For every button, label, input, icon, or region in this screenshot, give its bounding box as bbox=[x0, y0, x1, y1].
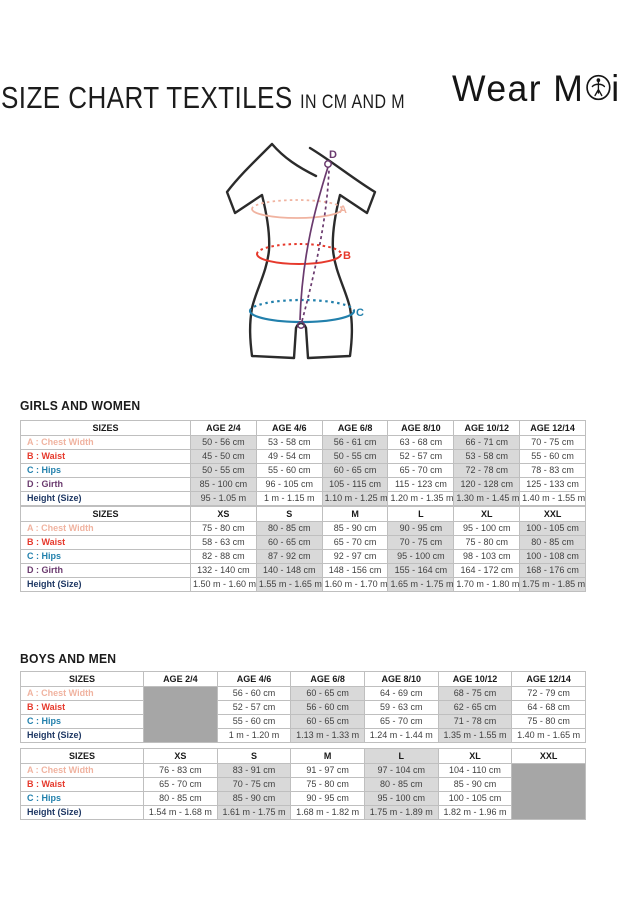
column-header: AGE 2/4 bbox=[191, 421, 257, 436]
size-cell: 95 - 100 cm bbox=[364, 792, 438, 806]
table-row bbox=[21, 687, 586, 701]
size-cell: 70 - 75 cm bbox=[520, 436, 586, 450]
row-label: C : Hips bbox=[21, 550, 191, 564]
table-row bbox=[21, 492, 586, 506]
size-cell: 95 - 100 cm bbox=[454, 522, 520, 536]
row-label: A : Chest Width bbox=[21, 764, 144, 778]
column-header: L bbox=[364, 749, 438, 764]
size-cell: 80 - 85 cm bbox=[256, 522, 322, 536]
column-header: AGE 4/6 bbox=[217, 672, 291, 687]
brand-logo-text: Wear M bbox=[452, 68, 585, 109]
table-row bbox=[21, 778, 586, 792]
size-cell: 1.24 m - 1.44 m bbox=[364, 729, 438, 743]
table-row bbox=[21, 729, 586, 743]
mannequin-body-outline bbox=[227, 144, 375, 358]
no-size-block bbox=[512, 764, 586, 820]
size-cell: 98 - 103 cm bbox=[454, 550, 520, 564]
size-cell: 85 - 90 cm bbox=[438, 778, 512, 792]
size-cell: 68 - 75 cm bbox=[438, 687, 512, 701]
table-row bbox=[21, 464, 586, 478]
sizes-corner-header: SIZES bbox=[21, 749, 144, 764]
size-cell: 60 - 65 cm bbox=[256, 536, 322, 550]
row-label: B : Waist bbox=[21, 701, 144, 715]
girls-age-size-table bbox=[20, 420, 586, 506]
table-row bbox=[21, 450, 586, 464]
size-cell: 120 - 128 cm bbox=[454, 478, 520, 492]
section-heading-boys-and-men: BOYS AND MEN bbox=[20, 652, 117, 666]
sizes-corner-header: SIZES bbox=[21, 507, 191, 522]
column-header: S bbox=[217, 749, 291, 764]
page-title: SIZE CHART TEXTILES bbox=[1, 80, 293, 115]
size-cell: 1.13 m - 1.33 m bbox=[291, 729, 365, 743]
size-cell: 72 - 79 cm bbox=[512, 687, 586, 701]
size-cell: 65 - 70 cm bbox=[388, 464, 454, 478]
size-cell: 52 - 57 cm bbox=[388, 450, 454, 464]
row-label: A : Chest Width bbox=[21, 436, 191, 450]
size-cell: 64 - 69 cm bbox=[364, 687, 438, 701]
column-header: M bbox=[291, 749, 365, 764]
size-cell: 65 - 70 cm bbox=[364, 715, 438, 729]
size-cell: 80 - 85 cm bbox=[144, 792, 218, 806]
size-cell: 90 - 95 cm bbox=[388, 522, 454, 536]
column-header: XL bbox=[454, 507, 520, 522]
size-cell: 1 m - 1.20 m bbox=[217, 729, 291, 743]
row-label: A : Chest Width bbox=[21, 687, 144, 701]
size-table bbox=[20, 671, 586, 743]
size-cell: 75 - 80 cm bbox=[454, 536, 520, 550]
size-cell: 1.68 m - 1.82 m bbox=[291, 806, 365, 820]
column-header: XS bbox=[144, 749, 218, 764]
size-cell: 90 - 95 cm bbox=[291, 792, 365, 806]
size-cell: 1.20 m - 1.35 m bbox=[388, 492, 454, 506]
row-label: Height (Size) bbox=[21, 729, 144, 743]
size-cell: 91 - 97 cm bbox=[291, 764, 365, 778]
size-cell: 1.55 m - 1.65 m bbox=[256, 578, 322, 592]
row-label: D : Girth bbox=[21, 564, 191, 578]
table-row bbox=[21, 764, 586, 778]
table-row bbox=[21, 536, 586, 550]
column-header: AGE 4/6 bbox=[256, 421, 322, 436]
size-cell: 56 - 61 cm bbox=[322, 436, 388, 450]
table-row bbox=[21, 715, 586, 729]
size-cell: 53 - 58 cm bbox=[454, 450, 520, 464]
girls-letter-size-table bbox=[20, 506, 586, 592]
column-header: AGE 12/14 bbox=[520, 421, 586, 436]
size-table bbox=[20, 748, 586, 820]
size-cell: 66 - 71 cm bbox=[454, 436, 520, 450]
size-table bbox=[20, 506, 586, 592]
size-cell: 65 - 70 cm bbox=[144, 778, 218, 792]
size-cell: 1.54 m - 1.68 m bbox=[144, 806, 218, 820]
size-table bbox=[20, 420, 586, 506]
size-cell: 168 - 176 cm bbox=[520, 564, 586, 578]
size-cell: 1.61 m - 1.75 m bbox=[217, 806, 291, 820]
girth-line-solid bbox=[300, 167, 328, 320]
section-heading-girls-and-women: GIRLS AND WOMEN bbox=[20, 399, 141, 413]
table-row bbox=[21, 806, 586, 820]
row-label: A : Chest Width bbox=[21, 522, 191, 536]
size-cell: 82 - 88 cm bbox=[191, 550, 257, 564]
sizes-corner-header: SIZES bbox=[21, 421, 191, 436]
hips-ellipse-dotted bbox=[250, 300, 354, 311]
size-cell: 100 - 105 cm bbox=[520, 522, 586, 536]
label-a: A bbox=[339, 204, 347, 216]
size-cell: 50 - 55 cm bbox=[191, 464, 257, 478]
row-label: B : Waist bbox=[21, 450, 191, 464]
no-size-block bbox=[144, 687, 218, 743]
column-header: AGE 8/10 bbox=[388, 421, 454, 436]
size-cell: 64 - 68 cm bbox=[512, 701, 586, 715]
label-d: D bbox=[329, 149, 337, 161]
brand-logo bbox=[452, 68, 621, 110]
size-cell: 155 - 164 cm bbox=[388, 564, 454, 578]
column-header: XXL bbox=[520, 507, 586, 522]
size-cell: 78 - 83 cm bbox=[520, 464, 586, 478]
size-cell: 97 - 104 cm bbox=[364, 764, 438, 778]
column-header: AGE 2/4 bbox=[144, 672, 218, 687]
row-label: D : Girth bbox=[21, 478, 191, 492]
size-cell: 65 - 70 cm bbox=[322, 536, 388, 550]
column-header: XS bbox=[191, 507, 257, 522]
dancer-icon bbox=[585, 68, 611, 110]
size-cell: 96 - 105 cm bbox=[256, 478, 322, 492]
row-label: Height (Size) bbox=[21, 578, 191, 592]
size-cell: 125 - 133 cm bbox=[520, 478, 586, 492]
size-cell: 50 - 56 cm bbox=[191, 436, 257, 450]
table-row bbox=[21, 550, 586, 564]
table-row bbox=[21, 564, 586, 578]
boys-age-size-table bbox=[20, 671, 586, 743]
size-cell: 164 - 172 cm bbox=[454, 564, 520, 578]
size-cell: 85 - 100 cm bbox=[191, 478, 257, 492]
size-cell: 95 - 1.05 m bbox=[191, 492, 257, 506]
size-cell: 75 - 80 cm bbox=[512, 715, 586, 729]
size-cell: 55 - 60 cm bbox=[217, 715, 291, 729]
page-subtitle: IN CM AND M bbox=[300, 92, 405, 113]
size-cell: 80 - 85 cm bbox=[520, 536, 586, 550]
row-label: B : Waist bbox=[21, 778, 144, 792]
row-label: C : Hips bbox=[21, 792, 144, 806]
size-cell: 83 - 91 cm bbox=[217, 764, 291, 778]
size-cell: 85 - 90 cm bbox=[322, 522, 388, 536]
row-label: B : Waist bbox=[21, 536, 191, 550]
size-cell: 56 - 60 cm bbox=[291, 701, 365, 715]
size-cell: 105 - 115 cm bbox=[322, 478, 388, 492]
size-cell: 62 - 65 cm bbox=[438, 701, 512, 715]
size-cell: 95 - 100 cm bbox=[388, 550, 454, 564]
waist-ellipse-solid bbox=[257, 254, 341, 264]
column-header: AGE 6/8 bbox=[291, 672, 365, 687]
size-cell: 49 - 54 cm bbox=[256, 450, 322, 464]
table-row bbox=[21, 436, 586, 450]
size-cell: 140 - 148 cm bbox=[256, 564, 322, 578]
size-cell: 52 - 57 cm bbox=[217, 701, 291, 715]
size-cell: 1.60 m - 1.70 m bbox=[322, 578, 388, 592]
size-cell: 71 - 78 cm bbox=[438, 715, 512, 729]
column-header: XL bbox=[438, 749, 512, 764]
size-cell: 1.70 m - 1.80 m bbox=[454, 578, 520, 592]
size-cell: 53 - 58 cm bbox=[256, 436, 322, 450]
size-cell: 58 - 63 cm bbox=[191, 536, 257, 550]
column-header: XXL bbox=[512, 749, 586, 764]
column-header: AGE 10/12 bbox=[454, 421, 520, 436]
size-cell: 80 - 85 cm bbox=[364, 778, 438, 792]
column-header: AGE 6/8 bbox=[322, 421, 388, 436]
size-cell: 63 - 68 cm bbox=[388, 436, 454, 450]
size-cell: 85 - 90 cm bbox=[217, 792, 291, 806]
table-row bbox=[21, 792, 586, 806]
size-cell: 148 - 156 cm bbox=[322, 564, 388, 578]
column-header: AGE 10/12 bbox=[438, 672, 512, 687]
size-cell: 1.10 m - 1.25 m bbox=[322, 492, 388, 506]
size-cell: 70 - 75 cm bbox=[388, 536, 454, 550]
size-cell: 72 - 78 cm bbox=[454, 464, 520, 478]
row-label: C : Hips bbox=[21, 715, 144, 729]
size-cell: 60 - 65 cm bbox=[291, 687, 365, 701]
row-label: Height (Size) bbox=[21, 492, 191, 506]
boys-letter-size-table bbox=[20, 748, 586, 820]
brand-logo-text-end: i bbox=[611, 68, 621, 109]
size-cell: 55 - 60 cm bbox=[520, 450, 586, 464]
size-cell: 1.40 m - 1.55 m bbox=[520, 492, 586, 506]
column-header: M bbox=[322, 507, 388, 522]
size-cell: 59 - 63 cm bbox=[364, 701, 438, 715]
size-cell: 60 - 65 cm bbox=[291, 715, 365, 729]
size-cell: 50 - 55 cm bbox=[322, 450, 388, 464]
size-cell: 100 - 105 cm bbox=[438, 792, 512, 806]
column-header: AGE 12/14 bbox=[512, 672, 586, 687]
size-cell: 75 - 80 cm bbox=[291, 778, 365, 792]
size-cell: 115 - 123 cm bbox=[388, 478, 454, 492]
table-row bbox=[21, 478, 586, 492]
size-cell: 1.35 m - 1.55 m bbox=[438, 729, 512, 743]
table-row bbox=[21, 701, 586, 715]
row-label: Height (Size) bbox=[21, 806, 144, 820]
column-header: S bbox=[256, 507, 322, 522]
label-b: B bbox=[343, 250, 351, 262]
table-row bbox=[21, 578, 586, 592]
size-cell: 1 m - 1.15 m bbox=[256, 492, 322, 506]
size-cell: 1.50 m - 1.60 m bbox=[191, 578, 257, 592]
size-cell: 1.75 m - 1.89 m bbox=[364, 806, 438, 820]
row-label: C : Hips bbox=[21, 464, 191, 478]
column-header: L bbox=[388, 507, 454, 522]
table-row bbox=[21, 522, 586, 536]
page-title-row bbox=[1, 80, 405, 116]
size-cell: 1.30 m - 1.45 m bbox=[454, 492, 520, 506]
size-cell: 56 - 60 cm bbox=[217, 687, 291, 701]
sizes-corner-header: SIZES bbox=[21, 672, 144, 687]
size-cell: 104 - 110 cm bbox=[438, 764, 512, 778]
mannequin-diagram bbox=[215, 128, 405, 373]
size-cell: 100 - 108 cm bbox=[520, 550, 586, 564]
size-cell: 75 - 80 cm bbox=[191, 522, 257, 536]
column-header: AGE 8/10 bbox=[364, 672, 438, 687]
size-cell: 1.82 m - 1.96 m bbox=[438, 806, 512, 820]
size-cell: 45 - 50 cm bbox=[191, 450, 257, 464]
size-cell: 87 - 92 cm bbox=[256, 550, 322, 564]
label-c: C bbox=[356, 307, 364, 319]
size-cell: 70 - 75 cm bbox=[217, 778, 291, 792]
size-cell: 132 - 140 cm bbox=[191, 564, 257, 578]
girth-shoulder-point bbox=[325, 161, 331, 167]
size-cell: 55 - 60 cm bbox=[256, 464, 322, 478]
size-cell: 60 - 65 cm bbox=[322, 464, 388, 478]
size-cell: 1.65 m - 1.75 m bbox=[388, 578, 454, 592]
size-cell: 1.40 m - 1.65 m bbox=[512, 729, 586, 743]
size-cell: 76 - 83 cm bbox=[144, 764, 218, 778]
size-cell: 92 - 97 cm bbox=[322, 550, 388, 564]
size-cell: 1.75 m - 1.85 m bbox=[520, 578, 586, 592]
